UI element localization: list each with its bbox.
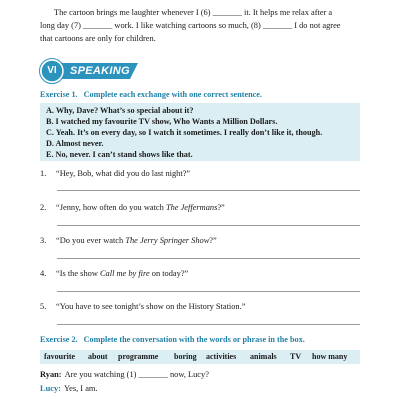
paragraph-line: that cartoons are only for children. [40,34,156,43]
question-2 [40,203,370,212]
section-banner [38,58,142,84]
section-title: SPEAKING [70,65,130,77]
speaker-name: Ryan: [40,370,62,379]
question-4 [40,269,370,278]
question-text-end: on today?” [149,269,189,278]
question-text: “Hey, Bob, what did you do last night?” [56,169,191,178]
reading-paragraph [40,6,360,45]
question-1 [40,169,370,178]
show-title: The Jerry Springer Show [125,236,210,245]
question-text: “Is the show [56,269,100,278]
exercise2-label: Exercise 2. [40,335,78,344]
question-3 [40,236,370,245]
question-number: 5. [40,302,47,311]
question-number: 2. [40,203,47,212]
option-b: B. I watched my favourite TV show, Who Wants a Million Dollars. [46,117,278,126]
word-box [40,350,360,364]
question-text: “Do you ever watch [56,236,126,245]
word-item: about [88,352,108,361]
question-number: 3. [40,236,47,245]
show-title: The Jeffermans [165,203,218,212]
word-item: activities [206,352,237,361]
word-item: programme [118,352,159,361]
exercise2-heading [40,335,305,344]
question-text-end: ?” [209,236,217,245]
exercise1-label: Exercise 1. [40,90,78,99]
dialog-text: Yes, I am. [63,384,98,393]
answer-line-2[interactable] [57,225,360,226]
show-title: Call me by fire [99,269,150,278]
options-box [40,103,360,161]
word-item: boring [174,352,197,361]
question-text: “You have to see tonight’s show on the History Station.” [56,302,246,311]
exercise1-heading [40,90,262,99]
question-number: 4. [40,269,47,278]
option-d: D. Almost never. [46,139,104,148]
exercise1-instruction: Complete each exchange with one correct sentence. [83,90,262,99]
question-5 [40,302,370,311]
question-text-end: ?” [217,203,225,212]
dialog-line [40,384,98,393]
word-item: how many [312,352,348,361]
dialog-text: Are you watching (1) _______ now, Lucy? [64,370,209,379]
answer-line-1[interactable] [57,190,360,191]
word-item: animals [250,352,277,361]
paragraph-line: long day (7) _______ work. I like watching cartoons so much, (8) _______ I do not agree [40,21,341,30]
answer-line-4[interactable] [57,291,360,292]
dialog-line [40,370,209,379]
answer-line-3[interactable] [57,258,360,259]
option-c: C. Yeah. It’s on every day, so I watch it sometimes. I really don’t like it, though. [46,128,323,137]
option-a: A. Why, Dave? What’s so special about it? [46,106,194,115]
answer-line-5[interactable] [57,324,360,325]
word-item: TV [290,352,302,361]
paragraph-line: The cartoon brings me laughter whenever I (6) _______ it. It helps me relax after a [54,8,333,17]
speaker-name: Lucy: [40,384,61,393]
question-text: “Jenny, how often do you watch [56,203,166,212]
exercise2-instruction: Complete the conversation with the words or phrase in the box. [83,335,305,344]
option-e: E. No, never. I can’t stand shows like that. [46,150,193,159]
word-item: favourite [44,352,76,361]
question-number: 1. [40,169,47,178]
section-number: VI [47,65,57,76]
